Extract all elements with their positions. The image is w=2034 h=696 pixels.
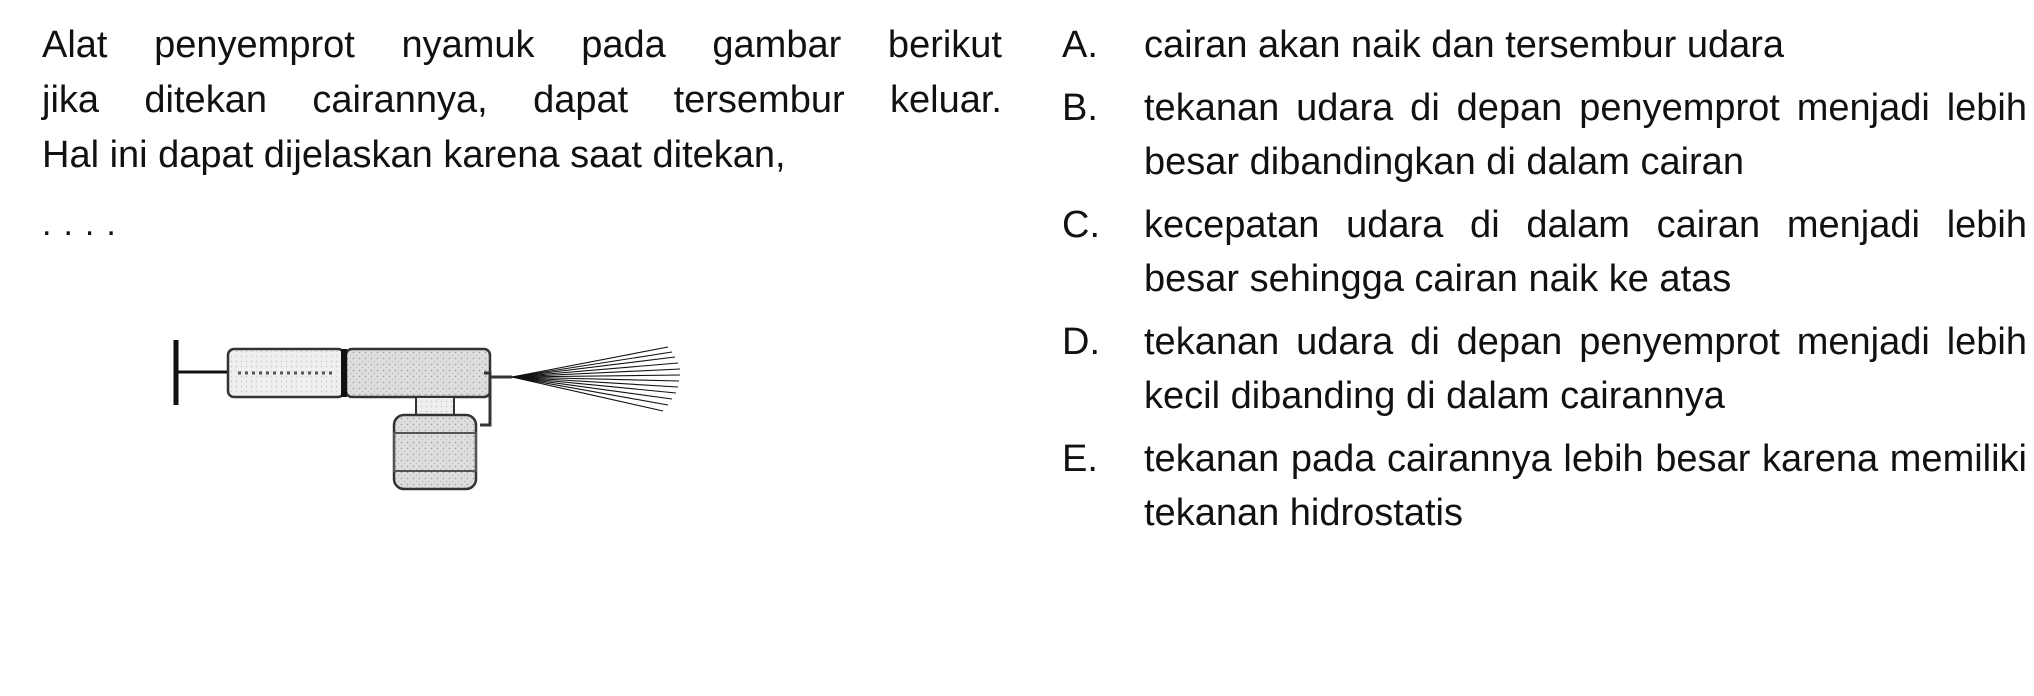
question-line-1: Alat penyemprot nyamuk pada gambar berikut — [42, 24, 1002, 66]
option-b — [1062, 81, 2027, 189]
option-c — [1062, 198, 2027, 306]
question-text — [42, 18, 1002, 183]
question-line-2: jika ditekan cairannya, dapat tersembur keluar. — [42, 79, 1002, 121]
question-line-3: Hal ini dapat dijelaskan karena saat ditekan, — [42, 134, 786, 176]
option-letter: C. — [1062, 204, 1100, 246]
liquid-tank — [394, 415, 476, 489]
option-e — [1062, 432, 2027, 540]
option-d — [1062, 315, 2027, 423]
pump-cylinder-right — [346, 349, 490, 397]
option-text: kecepatan udara di dalam cairan menjadi lebih besar sehingga cairan naik ke atas — [1144, 204, 2027, 300]
liquid-tank-neck — [416, 397, 454, 415]
option-text: cairan akan naik dan tersembur udara — [1144, 24, 1785, 66]
spray-lines — [512, 347, 680, 411]
option-letter: A. — [1062, 24, 1098, 66]
option-letter: B. — [1062, 87, 1098, 129]
mosquito-sprayer-icon — [160, 315, 840, 505]
answer-options — [1062, 18, 2027, 549]
option-a — [1062, 18, 2027, 72]
option-text: tekanan pada cairannya lebih besar karena memiliki tekanan hidrostatis — [1144, 438, 2027, 534]
option-letter: D. — [1062, 321, 1100, 363]
answer-blank: .... — [42, 205, 128, 243]
option-text: tekanan udara di depan penyemprot menjadi lebih kecil dibanding di dalam cairannya — [1144, 321, 2027, 417]
option-letter: E. — [1062, 438, 1098, 480]
option-text: tekanan udara di depan penyemprot menjadi lebih besar dibandingkan di dalam cairan — [1144, 87, 2027, 183]
